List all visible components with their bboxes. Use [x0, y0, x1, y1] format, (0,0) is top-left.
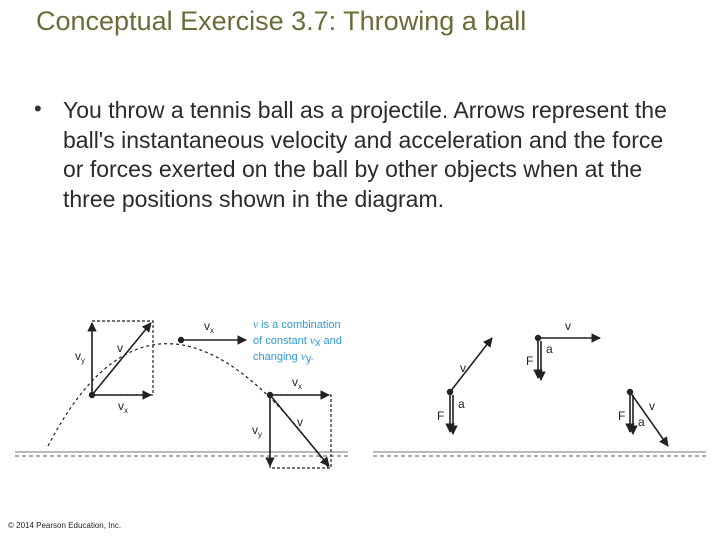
- fbd1-force-label: F: [437, 409, 445, 423]
- fbd-position-1: [447, 338, 492, 434]
- copyright-notice: © 2014 Pearson Education, Inc.: [8, 521, 122, 530]
- svg-text:changing vy.: changing vy.: [253, 351, 314, 365]
- fbd2-velocity-label: v: [565, 319, 571, 333]
- label-vx-pos2: $v_x$: [204, 319, 214, 335]
- fbd3-force-label: F: [618, 409, 626, 423]
- fbd-position-3: [627, 389, 668, 446]
- fbd3-velocity-label: v: [649, 399, 655, 413]
- label-vx-pos1: $v_x$: [118, 399, 128, 415]
- label-v-pos1: v: [117, 341, 123, 355]
- svg-text:of constant vx and: of constant vx and: [253, 335, 342, 349]
- bullet-marker: •: [34, 96, 42, 121]
- position-1-vectors: [89, 321, 153, 398]
- fbd2-force-label: F: [526, 354, 534, 368]
- position-2-vectors: [178, 337, 246, 343]
- fbd1-accel-label: a: [458, 397, 465, 411]
- svg-text:v is a combination: v is a combination: [253, 319, 341, 331]
- fbd-position-2: [535, 335, 600, 380]
- label-v-pos3: v: [297, 415, 303, 429]
- fbd3-accel-label: a: [638, 415, 645, 429]
- ground-left: [15, 452, 348, 456]
- fbd2-accel-label: a: [546, 342, 553, 356]
- bullet-text: You throw a tennis ball as a projectile. Arrows represent the ball's instantaneous velocity and acceleration and the force or forces exerted on the ball by other objects when at the three positions shown in the diagram.: [63, 97, 667, 212]
- velocity-annotation: [253, 319, 342, 365]
- fbd1-velocity-label: v: [460, 361, 466, 375]
- label-vy-pos1: $v_y$: [75, 349, 85, 365]
- label-vy-pos3: $v_y$: [252, 423, 262, 439]
- slide-title: Conceptual Exercise 3.7: Throwing a ball: [36, 6, 527, 36]
- ground-right: [373, 452, 706, 456]
- label-vx-pos3: $v_x$: [292, 375, 302, 391]
